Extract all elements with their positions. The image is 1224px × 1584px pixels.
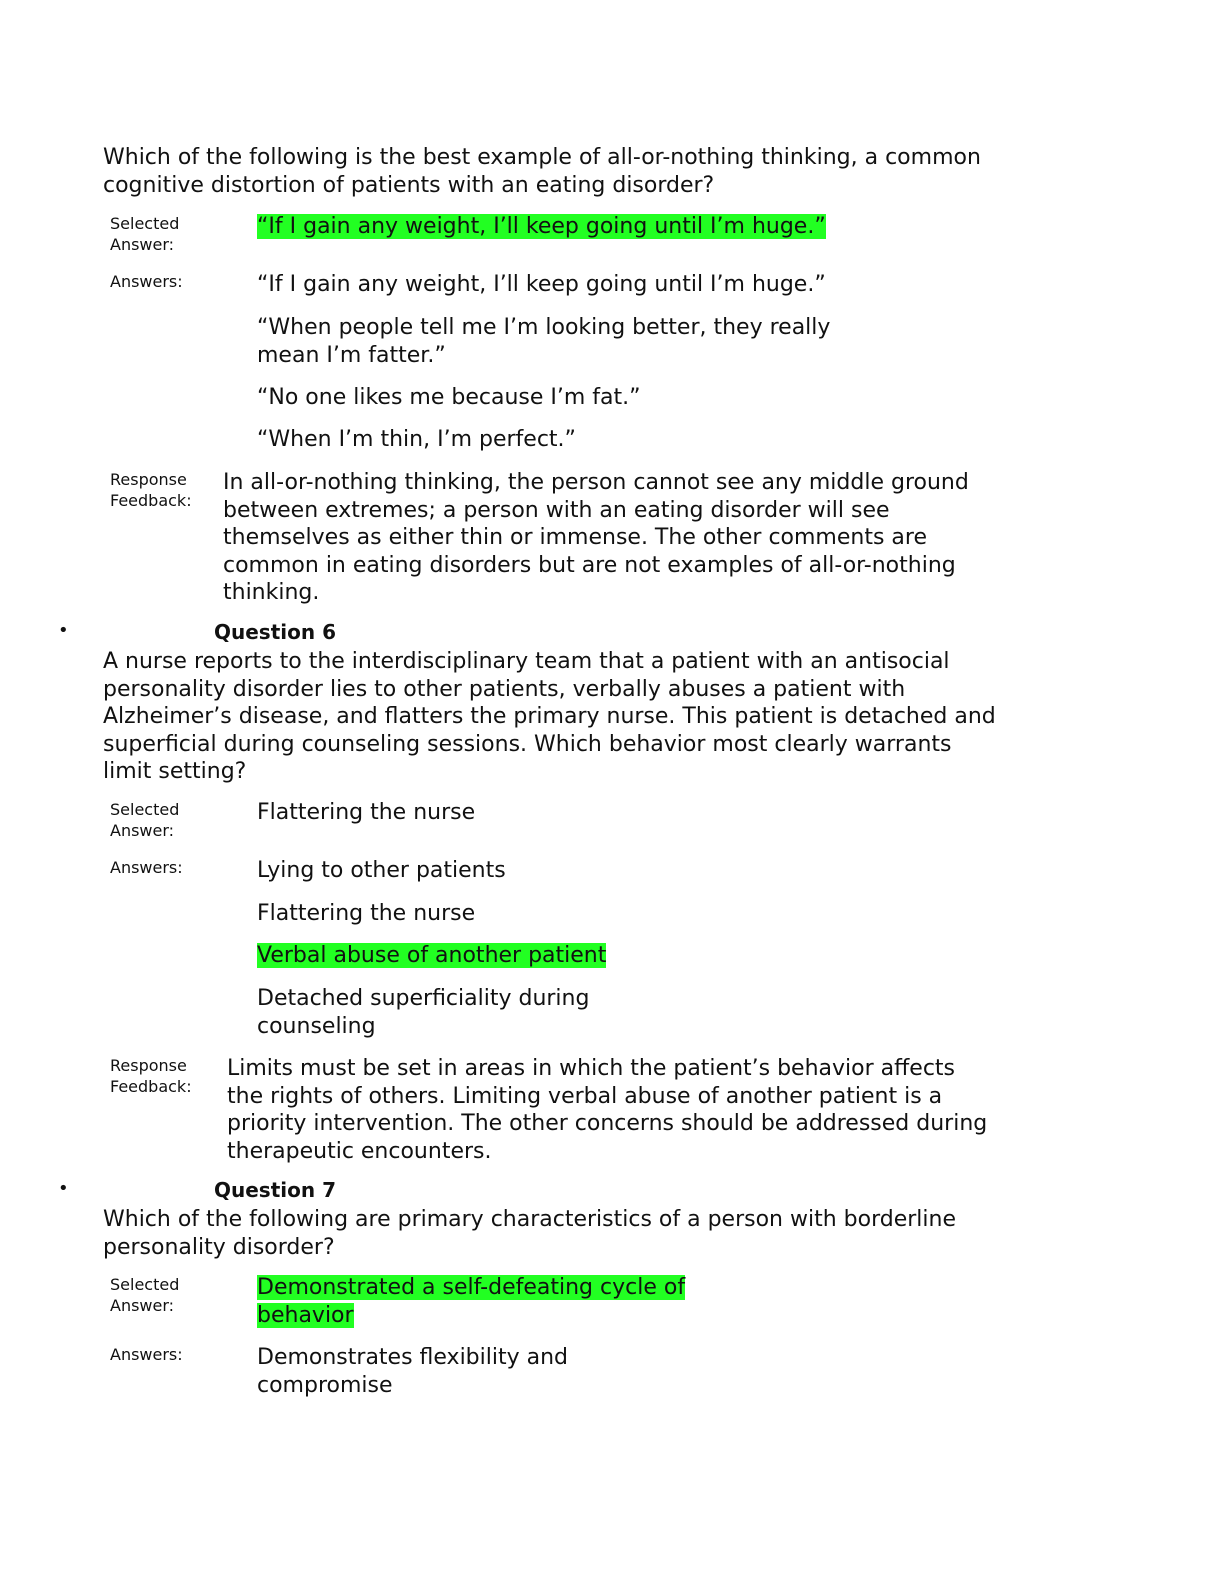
response-feedback: Limits must be set in areas in which the patient’s behavior affects the rights of others. Limiting verbal abuse of another patient is a priority intervention. The other concerns should be addressed during therapeutic encounters.: [227, 1056, 988, 1164]
question-7-title: Question 7: [214, 1178, 336, 1202]
selected-answer: Demonstrated a self-defeating cycle of behavior: [257, 1275, 686, 1328]
selected-answer-label: Selected Answer:: [110, 800, 180, 840]
answers-label: Answers:: [110, 858, 183, 877]
answer-option: “No one likes me because I’m fat.”: [257, 385, 641, 410]
answer-option: “If I gain any weight, I’ll keep going until I’m huge.”: [257, 272, 826, 297]
selected-answer-wrap: [257, 213, 897, 241]
question-6-text: A nurse reports to the interdisciplinary team that a patient with an antisocial personality disorder lies to other patients, verbally abuses a patient with Alzheimer’s disease, and flatters the primary nurse. This patient is detached and superficial during counseling sessions. Which behavior most clearly warrants limit setting?: [103, 649, 996, 784]
selected-answer: Flattering the nurse: [257, 800, 476, 825]
question-5-text: Which of the following is the best example of all-or-nothing thinking, a common cognitive distortion of patients with an eating disorder?: [103, 145, 981, 198]
bullet: •: [58, 1178, 69, 1199]
selected-answer-label: Selected Answer:: [110, 214, 180, 254]
answer-option: Flattering the nurse: [257, 901, 476, 926]
answers-label: Answers:: [110, 1345, 183, 1364]
correct-answer-highlight: Verbal abuse of another patient: [257, 943, 607, 968]
bullet: •: [58, 620, 69, 641]
question-7-text: Which of the following are primary characteristics of a person with borderline personality disorder?: [103, 1207, 956, 1260]
response-feedback: In all-or-nothing thinking, the person cannot see any middle ground between extremes; a person with an eating disorder will see themselves as either thin or immense. The other comments are common in eating disorders but are not examples of all-or-nothing thinking.: [223, 470, 969, 605]
correct-answer-wrap: [257, 942, 897, 970]
selected-answer-label: Selected Answer:: [110, 1275, 180, 1315]
response-feedback-label: Response Feedback:: [110, 470, 192, 510]
question-6-header: [0, 620, 900, 644]
question-6-title: Question 6: [214, 620, 336, 644]
question-7-header: [0, 1178, 900, 1202]
answer-option: Lying to other patients: [257, 858, 506, 883]
answer-option: Detached superficiality during counseling: [257, 986, 590, 1039]
selected-answer-wrap: [257, 1274, 737, 1329]
answer-option: “When people tell me I’m looking better, they really mean I’m fatter.”: [257, 315, 831, 368]
answers-label: Answers:: [110, 272, 183, 291]
selected-answer: “If I gain any weight, I’ll keep going until I’m huge.”: [257, 214, 826, 239]
answer-option: “When I’m thin, I’m perfect.”: [257, 427, 576, 452]
answer-option: Demonstrates flexibility and compromise: [257, 1345, 569, 1398]
response-feedback-label: Response Feedback:: [110, 1056, 192, 1096]
